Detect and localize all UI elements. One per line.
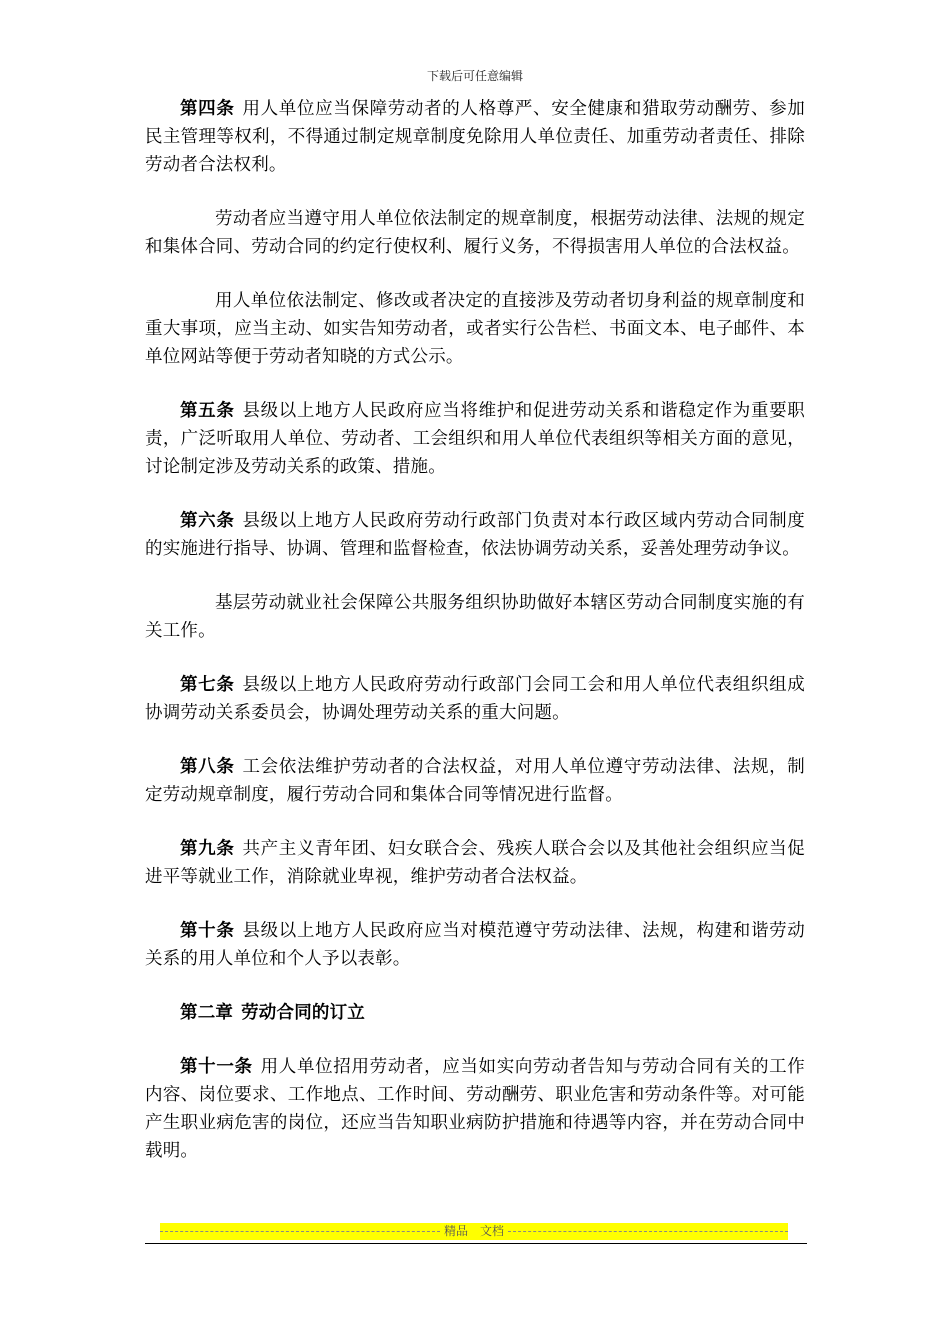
article-label: 第十一条 — [180, 1057, 253, 1077]
article-text: 工会依法维护劳动者的合法权益，对用人单位遵守劳动法律、法规，制定劳动规章制度，履行劳动合同和集体合同等情况进行监督。 — [145, 757, 805, 805]
footer-rule — [145, 1243, 807, 1244]
article-5 — [145, 397, 805, 481]
article-text: 县级以上地方人民政府劳动行政部门负责对本行政区域内劳动合同制度的实施进行指导、协调、管理和监督检查，依法协调劳动关系，妥善处理劳动争议。 — [145, 511, 805, 559]
article-4-paragraph-2 — [145, 205, 805, 261]
article-label: 第十条 — [180, 921, 235, 941]
article-label: 第六条 — [180, 511, 235, 531]
paragraph-text: 用人单位依法制定、修改或者决定的直接涉及劳动者切身利益的规章制度和重大事项，应当主动、如实告知劳动者，或者实行公告栏、书面文本、电子邮件、本单位网站等便于劳动者知晓的方式公示。 — [145, 291, 805, 367]
article-11 — [145, 1053, 805, 1165]
article-text: 县级以上地方人民政府应当将维护和促进劳动关系和谐稳定作为重要职责，广泛听取用人单位、劳动者、工会组织和用人单位代表组织等相关方面的意见，讨论制定涉及劳动关系的政策、措施。 — [145, 401, 805, 477]
document-body — [145, 95, 805, 1191]
footer-dash-right — [508, 1231, 788, 1232]
article-7 — [145, 671, 805, 727]
article-4-paragraph-3 — [145, 287, 805, 371]
article-label: 第八条 — [180, 757, 235, 777]
chapter-label: 第二章 — [180, 1003, 234, 1023]
chapter-2-heading — [145, 999, 805, 1027]
article-label: 第九条 — [180, 839, 235, 859]
footer-label: 精品 文档 — [444, 1224, 505, 1238]
article-6-paragraph-2 — [145, 589, 805, 645]
footer-dash-left — [160, 1231, 440, 1232]
article-text: 县级以上地方人民政府劳动行政部门会同工会和用人单位代表组织组成协调劳动关系委员会，协调处理劳动关系的重大问题。 — [145, 675, 805, 723]
chapter-title: 劳动合同的订立 — [241, 1003, 366, 1023]
article-8 — [145, 753, 805, 809]
article-text: 用人单位招用劳动者，应当如实向劳动者告知与劳动合同有关的工作内容、岗位要求、工作地点、工作时间、劳动酬劳、职业危害和劳动条件等。对可能产生职业病危害的岗位，还应当告知职业病防护措施和待遇等内容，并在劳动合同中载明。 — [145, 1057, 805, 1161]
paragraph-text: 劳动者应当遵守用人单位依法制定的规章制度，根据劳动法律、法规的规定和集体合同、劳动合同的约定行使权利、履行义务，不得损害用人单位的合法权益。 — [145, 209, 805, 257]
paragraph-text: 基层劳动就业社会保障公共服务组织协助做好本辖区劳动合同制度实施的有关工作。 — [145, 593, 805, 641]
article-6 — [145, 507, 805, 563]
article-label: 第四条 — [180, 99, 235, 119]
article-10 — [145, 917, 805, 973]
article-text: 县级以上地方人民政府应当对模范遵守劳动法律、法规，构建和谐劳动关系的用人单位和个人予以表彰。 — [145, 921, 805, 969]
article-text: 共产主义青年团、妇女联合会、残疾人联合会以及其他社会组织应当促进平等就业工作，消除就业卑视，维护劳动者合法权益。 — [145, 839, 805, 887]
article-9 — [145, 835, 805, 891]
article-label: 第五条 — [180, 401, 235, 421]
header-note: 下载后可任意编辑 — [426, 69, 523, 83]
article-label: 第七条 — [180, 675, 235, 695]
article-text: 用人单位应当保障劳动者的人格尊严、安全健康和猎取劳动酬劳、参加民主管理等权利，不得通过制定规章制度免除用人单位责任、加重劳动者责任、排除劳动者合法权利。 — [145, 99, 805, 175]
article-4 — [145, 95, 805, 179]
footer-banner — [160, 1223, 788, 1240]
